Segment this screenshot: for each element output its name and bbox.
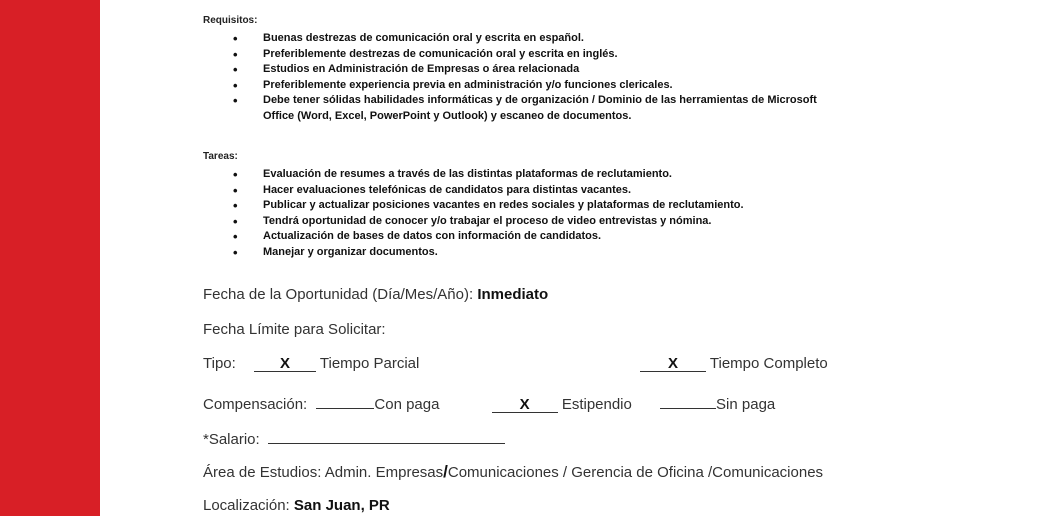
opportunity-date-row — [203, 286, 548, 303]
paid-label: Con paga — [374, 396, 440, 413]
unpaid-label: Sin paga — [716, 396, 776, 413]
compensation-label: Compensación: — [203, 396, 308, 413]
location-label: Localización: — [203, 497, 290, 514]
list-item: • Estudios en Administración de Empresas o área relacionada — [203, 62, 817, 78]
deadline-row — [203, 321, 386, 338]
list-item: • Buenas destrezas de comunicación oral y escrita en español. — [203, 31, 817, 47]
opportunity-date-value: Inmediato — [477, 286, 549, 303]
study-area-separator: / — [443, 462, 448, 481]
salary-label: *Salario: — [203, 431, 260, 448]
opportunity-date-label: Fecha de la Oportunidad (Día/Mes/Año): — [203, 286, 474, 303]
full-time-label: Tiempo Completo — [709, 355, 828, 372]
study-area-label: Área de Estudios: — [203, 464, 322, 481]
deadline-label: Fecha Límite para Solicitar: — [203, 321, 386, 338]
study-area-row — [203, 462, 823, 482]
continuation-text: Office (Word, Excel, PowerPoint y Outlook) y escaneo de documentos. — [263, 109, 632, 122]
tasks-list — [203, 167, 744, 260]
requirements-list — [203, 31, 817, 124]
requirements-heading: Requisitos: — [203, 15, 258, 26]
list-item: • Tendrá oportunidad de conocer y/o trabajar el proceso de video entrevistas y nómina. — [203, 214, 744, 230]
list-item: • Hacer evaluaciones telefónicas de candidatos para distintas vacantes. — [203, 183, 744, 199]
stipend-checkbox[interactable]: X — [492, 396, 558, 413]
list-item: • Evaluación de resumes a través de las distintas plataformas de reclutamiento. — [203, 167, 744, 183]
list-item-continuation — [203, 109, 817, 125]
type-label: Tipo: — [203, 355, 236, 372]
study-area-first: Admin. Empresas — [324, 464, 444, 481]
list-item: • Publicar y actualizar posiciones vacantes en redes sociales y plataformas de reclutamiento. — [203, 198, 744, 214]
unpaid-checkbox[interactable] — [660, 392, 716, 409]
compensation-row — [203, 392, 775, 413]
list-item: • Actualización de bases de datos con información de candidatos. — [203, 229, 744, 245]
location-row — [203, 497, 390, 514]
part-time-label: Tiempo Parcial — [319, 355, 420, 372]
list-item: • Preferiblemente destrezas de comunicación oral y escrita en inglés. — [203, 47, 817, 63]
salary-field[interactable] — [268, 427, 505, 444]
study-area-rest: Comunicaciones / Gerencia de Oficina /Comunicaciones — [447, 464, 824, 481]
stipend-label: Estipendio — [561, 396, 632, 413]
list-item: • Debe tener sólidas habilidades informáticas y de organización / Dominio de las herramientas de Microsoft — [203, 93, 817, 109]
paid-checkbox[interactable] — [316, 392, 374, 409]
tasks-heading: Tareas: — [203, 151, 238, 162]
location-value: San Juan, PR — [293, 497, 390, 514]
list-item: • Preferiblemente experiencia previa en administración y/o funciones clericales. — [203, 78, 817, 94]
full-time-checkbox[interactable]: X — [640, 355, 706, 372]
part-time-checkbox[interactable]: X — [254, 355, 316, 372]
type-row — [203, 355, 419, 372]
list-item: • Manejar y organizar documentos. — [203, 245, 744, 261]
full-time-option — [640, 355, 828, 372]
salary-row — [203, 427, 505, 448]
